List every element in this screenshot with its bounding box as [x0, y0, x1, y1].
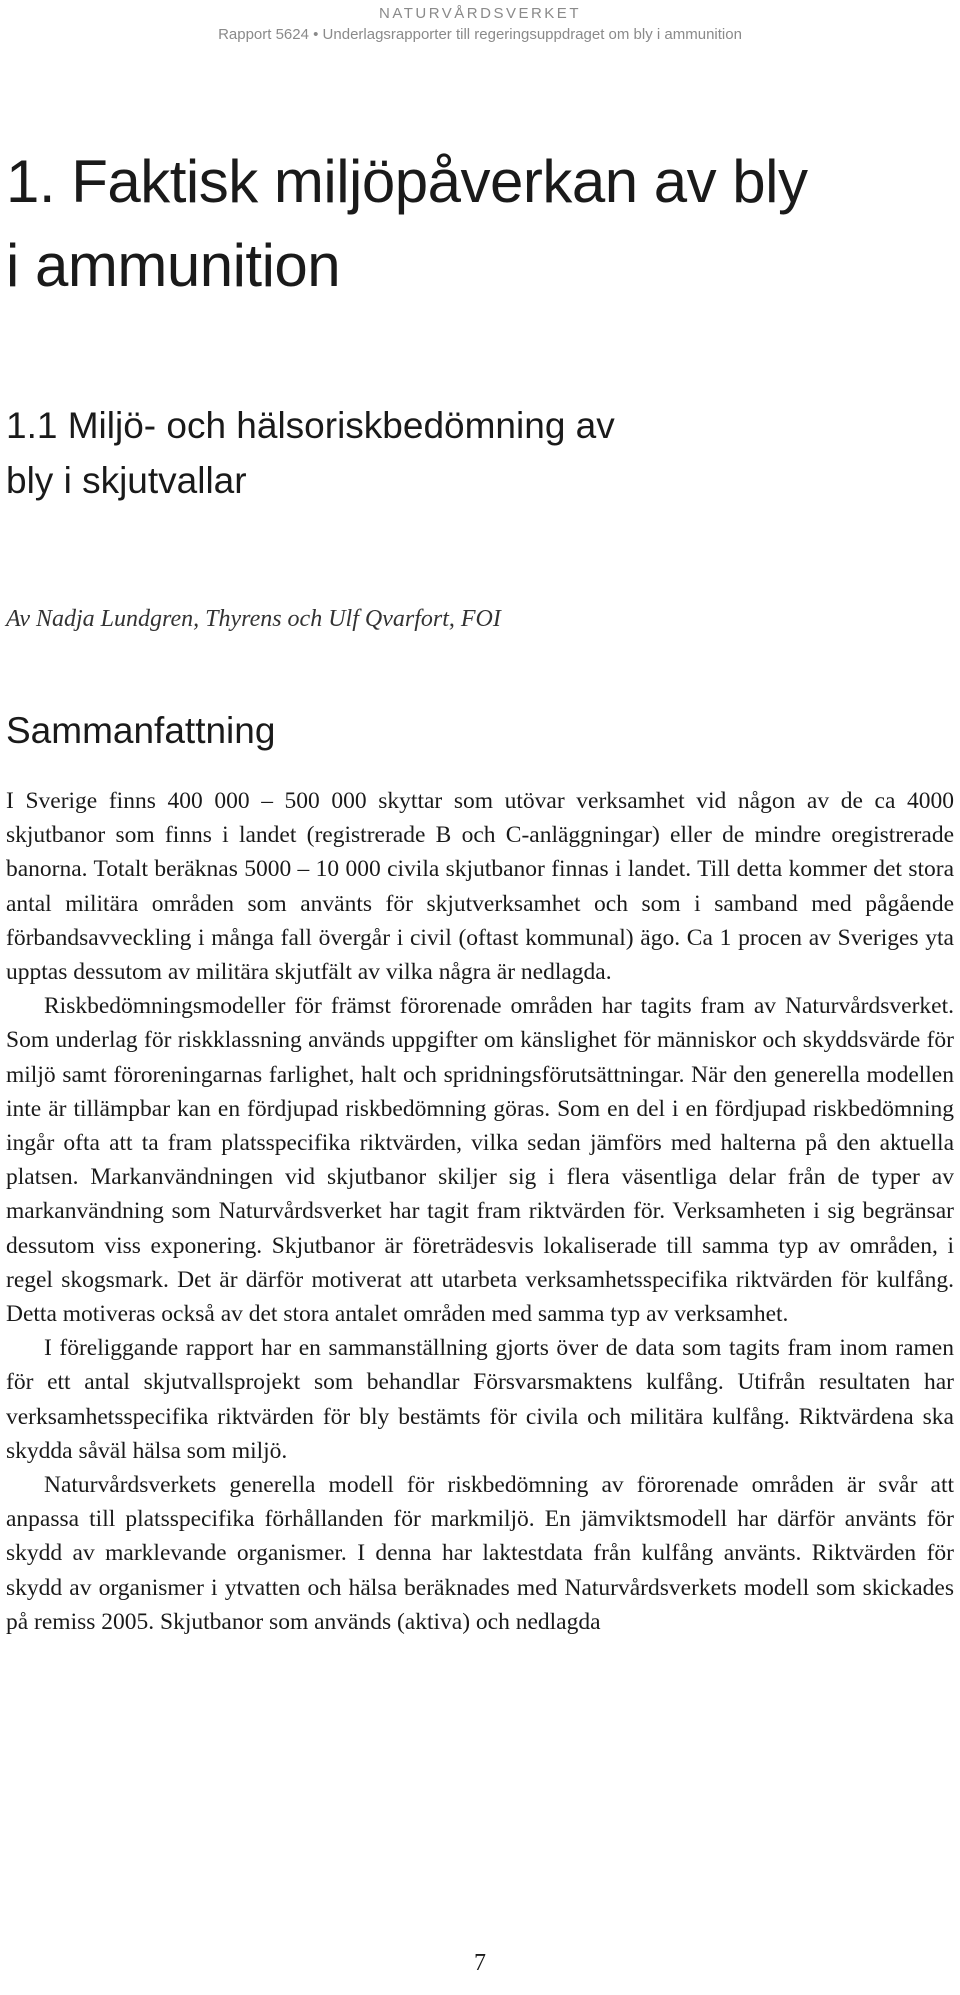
page-header [0, 4, 960, 46]
summary-paragraph-2: Riskbedömningsmodeller för främst förorenade områden har tagits fram av Naturvårdsverket. Som underlag för riskklassning används uppgifter om känslighet för människor och skyddsvärde för miljö samt föroreningarnas farlighet, halt och spridningsförutsättningar. När den generella modellen inte är tillämpbar kan en fördjupad riskbedömning göras. Som en del i en fördjupad riskbedömning ingår ofta att ta fram platsspecifika riktvärden, vilka sedan jämförs med halterna på den aktuella platsen. Markanvändningen vid skjutbanor skiljer sig i flera väsentliga delar från de typer av markanvändning som Naturvårdsverket har tagit fram riktvärden för. Verksamheten i sig begränsar dessutom viss exponering. Skjutbanor är företrädesvis lokaliserade till samma typ av områden, i regel skogsmark. Det är därför motiverat att utarbeta verksamhetsspecifika riktvärden för kulfång. Detta motiveras också av det stora antalet områden med samma typ av verksamhet. [6, 993, 954, 1328]
report-line: Rapport 5624 • Underlagsrapporter till regeringsuppdraget om bly i ammunition [218, 26, 742, 43]
page-number: 7 [474, 1950, 486, 1976]
section-title-line-2: bly i skjutvallar [6, 460, 247, 501]
summary-heading: Sammanfattning [6, 710, 276, 751]
chapter-title [6, 140, 946, 308]
section-title-line-1: 1.1 Miljö- och hälsoriskbedömning av [6, 405, 615, 446]
summary-paragraph-1: I Sverige finns 400 000 – 500 000 skyttar som utövar verksamhet vid någon av de ca 4000 skjutbanor som finns i landet (registrerade B och C-anläggningar) eller de mindre oregistrerade banorna. Totalt beräknas 5000 – 10 000 civila skjutbanor finnas i landet. Till detta kommer det stora antal militära områden som använts för skjutverksamhet och som i samband med pågående förbandsavveckling i många fall övergår i civil (oftast kommunal) ägo. Ca 1 procen av Sveriges yta upptas dessutom av militära skjutfält av vilka några är nedlagda. [6, 788, 954, 986]
summary-paragraph-4: Naturvårdsverkets generella modell för riskbedömning av förorenade områden är svår att anpassa till platsspecifika förhållanden för markmiljö. En jämviktsmodell har därför använts för skydd av marklevande organismer. I denna har laktestdata från kulfång använts. Riktvärden för skydd av organismer i ytvatten och hälsa beräknades med Naturvårdsverkets modell som skickades på remiss 2005. Skjutbanor som används (aktiva) och nedlagda [6, 1472, 954, 1635]
summary-paragraph-3: I föreliggande rapport har en sammanställning gjorts över de data som tagits fram inom ramen för ett antal skjutvallsprojekt som behandlar Försvarsmaktens kulfång. Utifrån resultaten har verksamhetsspecifika riktvärden för bly bestämts för civila och militära kulfång. Riktvärdena ska skydda såväl hälsa som miljö. [6, 1335, 954, 1464]
section-title [6, 398, 906, 508]
publisher-name: NATURVÅRDSVERKET [379, 5, 581, 22]
authors-line: Av Nadja Lundgren, Thyrens och Ulf Qvarfort, FOI [6, 606, 501, 632]
chapter-title-line-2: i ammunition [6, 232, 341, 299]
summary-body [6, 784, 954, 1639]
chapter-title-line-1: 1. Faktisk miljöpåverkan av bly [6, 148, 808, 215]
